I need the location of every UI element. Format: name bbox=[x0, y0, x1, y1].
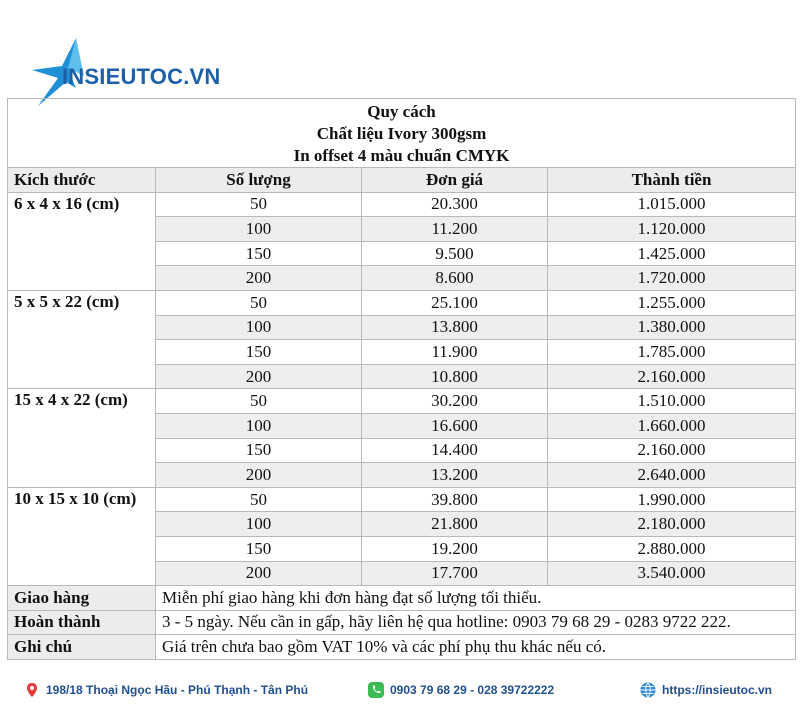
unit-price-cell: 30.200 bbox=[362, 389, 548, 414]
phone-icon bbox=[368, 682, 384, 698]
title-row bbox=[8, 99, 796, 168]
unit-price-cell: 8.600 bbox=[362, 266, 548, 291]
size-cell: 15 x 4 x 22 (cm) bbox=[8, 389, 156, 487]
total-cell: 2.180.000 bbox=[548, 512, 796, 537]
total-cell: 2.160.000 bbox=[548, 364, 796, 389]
total-cell: 1.255.000 bbox=[548, 290, 796, 315]
footer-website-text: https://insieutoc.vn bbox=[662, 683, 773, 697]
total-cell: 1.785.000 bbox=[548, 340, 796, 365]
unit-price-cell: 9.500 bbox=[362, 241, 548, 266]
quantity-cell: 100 bbox=[156, 413, 362, 438]
footer bbox=[0, 676, 800, 704]
location-pin-icon bbox=[24, 682, 40, 698]
quantity-cell: 50 bbox=[156, 389, 362, 414]
note-row bbox=[8, 635, 796, 660]
footer-address bbox=[24, 682, 308, 698]
column-header: Đơn giá bbox=[362, 168, 548, 193]
quantity-cell: 150 bbox=[156, 536, 362, 561]
table-row bbox=[8, 192, 796, 217]
note-label: Ghi chú bbox=[8, 635, 156, 660]
note-label: Giao hàng bbox=[8, 586, 156, 611]
quantity-cell: 200 bbox=[156, 561, 362, 586]
unit-price-cell: 16.600 bbox=[362, 413, 548, 438]
unit-price-cell: 11.900 bbox=[362, 340, 548, 365]
note-text: 3 - 5 ngày. Nếu cần in gấp, hãy liên hệ qua hotline: 0903 79 68 29 - 0283 9722 222. bbox=[156, 610, 796, 635]
title-line: In offset 4 màu chuẩn CMYK bbox=[293, 146, 510, 165]
table-row bbox=[8, 487, 796, 512]
column-header: Số lượng bbox=[156, 168, 362, 193]
header-row bbox=[8, 168, 796, 193]
footer-website[interactable] bbox=[640, 682, 772, 698]
unit-price-cell: 13.200 bbox=[362, 463, 548, 488]
unit-price-cell: 17.700 bbox=[362, 561, 548, 586]
unit-price-cell: 20.300 bbox=[362, 192, 548, 217]
column-header: Kích thước bbox=[8, 168, 156, 193]
total-cell: 2.160.000 bbox=[548, 438, 796, 463]
quantity-cell: 100 bbox=[156, 512, 362, 537]
quantity-cell: 200 bbox=[156, 266, 362, 291]
total-cell: 3.540.000 bbox=[548, 561, 796, 586]
unit-price-cell: 11.200 bbox=[362, 217, 548, 242]
title-line: Chất liệu Ivory 300gsm bbox=[316, 124, 487, 143]
quantity-cell: 100 bbox=[156, 315, 362, 340]
unit-price-cell: 10.800 bbox=[362, 364, 548, 389]
note-label: Hoàn thành bbox=[8, 610, 156, 635]
footer-phone[interactable] bbox=[368, 682, 554, 698]
globe-icon bbox=[640, 682, 656, 698]
quantity-cell: 150 bbox=[156, 340, 362, 365]
title-line: Quy cách bbox=[367, 102, 436, 121]
price-table bbox=[7, 98, 796, 660]
note-text: Giá trên chưa bao gồm VAT 10% và các phí phụ thu khác nếu có. bbox=[156, 635, 796, 660]
quantity-cell: 150 bbox=[156, 438, 362, 463]
table-row bbox=[8, 290, 796, 315]
size-cell: 5 x 5 x 22 (cm) bbox=[8, 290, 156, 388]
unit-price-cell: 19.200 bbox=[362, 536, 548, 561]
total-cell: 1.425.000 bbox=[548, 241, 796, 266]
quantity-cell: 200 bbox=[156, 463, 362, 488]
quantity-cell: 200 bbox=[156, 364, 362, 389]
quantity-cell: 50 bbox=[156, 487, 362, 512]
unit-price-cell: 39.800 bbox=[362, 487, 548, 512]
size-cell: 10 x 15 x 10 (cm) bbox=[8, 487, 156, 585]
total-cell: 1.015.000 bbox=[548, 192, 796, 217]
quantity-cell: 100 bbox=[156, 217, 362, 242]
table-row bbox=[8, 389, 796, 414]
table-title bbox=[8, 99, 796, 168]
quantity-cell: 50 bbox=[156, 192, 362, 217]
footer-address-text: 198/18 Thoại Ngọc Hầu - Phú Thạnh - Tân Phú bbox=[46, 683, 309, 697]
total-cell: 1.720.000 bbox=[548, 266, 796, 291]
total-cell: 1.660.000 bbox=[548, 413, 796, 438]
unit-price-cell: 21.800 bbox=[362, 512, 548, 537]
unit-price-cell: 14.400 bbox=[362, 438, 548, 463]
footer-phone-text: 0903 79 68 29 - 028 39722222 bbox=[390, 683, 555, 697]
column-header: Thành tiền bbox=[548, 168, 796, 193]
quantity-cell: 150 bbox=[156, 241, 362, 266]
quantity-cell: 50 bbox=[156, 290, 362, 315]
size-cell: 6 x 4 x 16 (cm) bbox=[8, 192, 156, 290]
total-cell: 1.380.000 bbox=[548, 315, 796, 340]
total-cell: 2.640.000 bbox=[548, 463, 796, 488]
total-cell: 1.510.000 bbox=[548, 389, 796, 414]
unit-price-cell: 13.800 bbox=[362, 315, 548, 340]
brand-name: INSIEUTOC.VN bbox=[62, 64, 221, 89]
unit-price-cell: 25.100 bbox=[362, 290, 548, 315]
total-cell: 1.990.000 bbox=[548, 487, 796, 512]
note-row bbox=[8, 586, 796, 611]
note-text: Miễn phí giao hàng khi đơn hàng đạt số lượng tối thiểu. bbox=[156, 586, 796, 611]
total-cell: 2.880.000 bbox=[548, 536, 796, 561]
total-cell: 1.120.000 bbox=[548, 217, 796, 242]
note-row bbox=[8, 610, 796, 635]
